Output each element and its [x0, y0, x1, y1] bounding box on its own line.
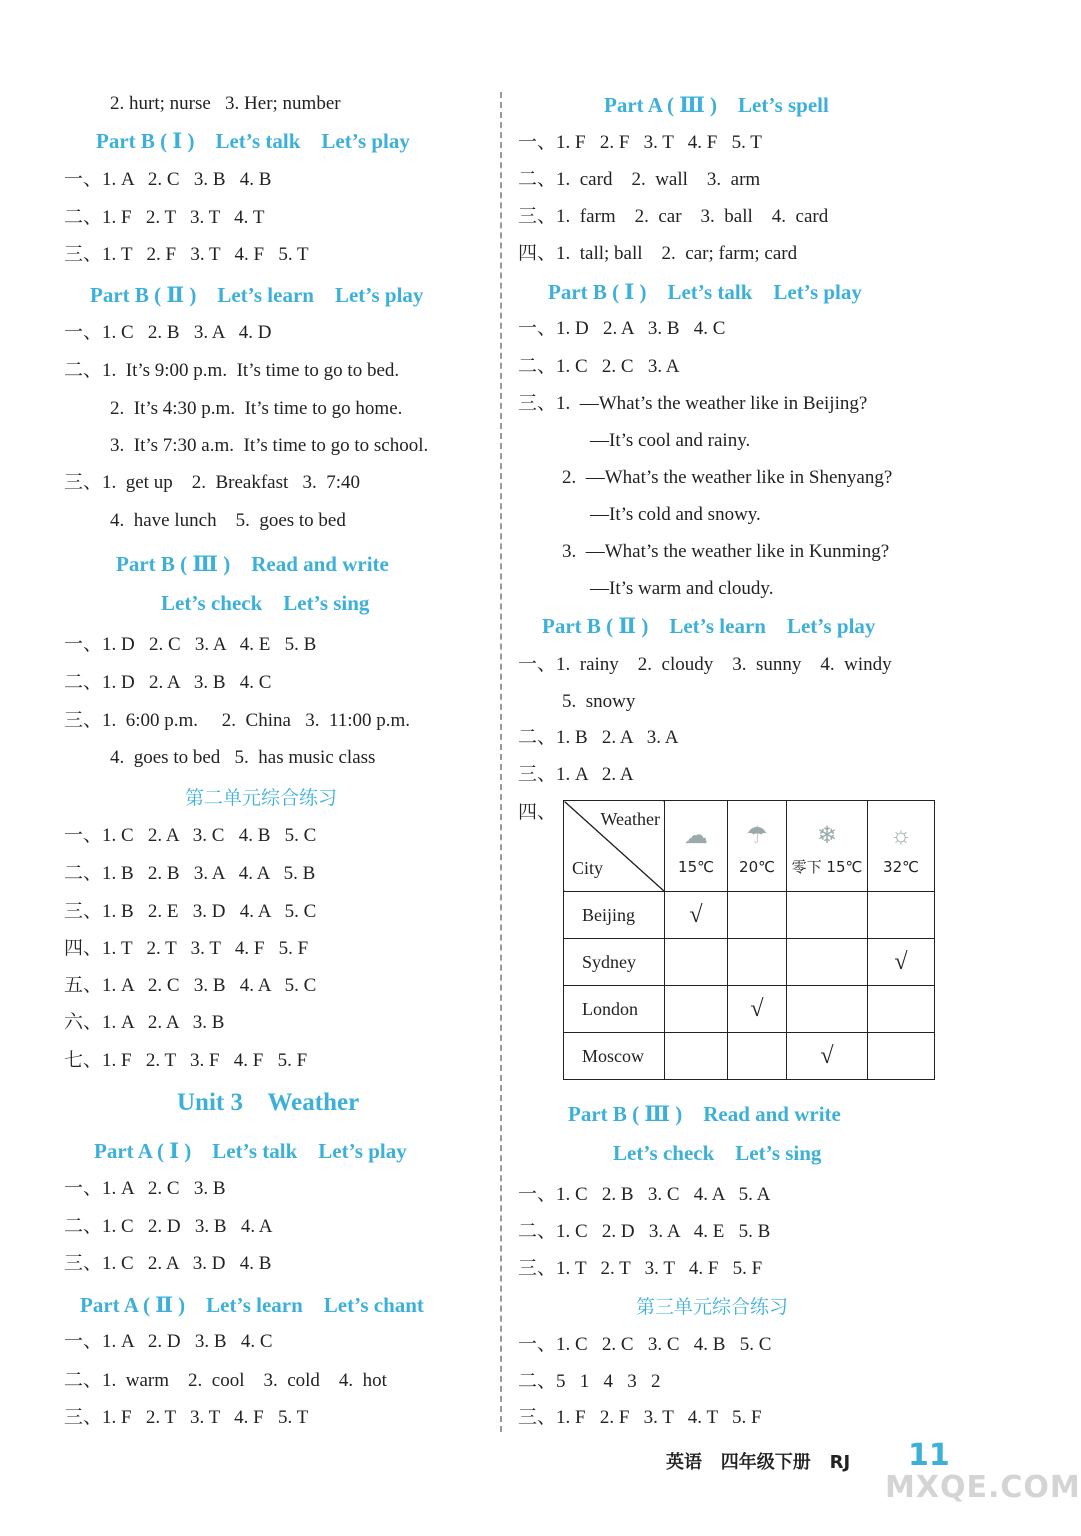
section-heading: Part B ( Ⅱ ) Let’s learn Let’s play — [90, 283, 424, 307]
snow-cloud-icon: ❄ — [816, 822, 838, 849]
table-row — [564, 892, 935, 939]
answer-line: 三、1. T 2. F 3. T 4. F 5. T — [64, 244, 309, 265]
check-cell — [665, 986, 728, 1033]
watermark: MXQE.COM — [885, 1470, 1081, 1505]
city-cell: London — [564, 986, 665, 1033]
answer-line: 4. goes to bed 5. has music class — [110, 747, 376, 768]
section-heading: Let’s check Let’s sing — [613, 1141, 822, 1165]
weather-header: Weather — [600, 809, 660, 829]
section-heading: Part B ( Ⅲ ) Read and write — [116, 552, 389, 576]
answer-line: 三、1. A 2. A — [518, 764, 634, 785]
table-row — [564, 986, 935, 1033]
answer-line: 四、1. tall; ball 2. car; farm; card — [518, 243, 798, 264]
answer-line: 三、1. B 2. E 3. D 4. A 5. C — [64, 901, 317, 922]
check-cell — [665, 939, 728, 986]
answer-line: 一、1. C 2. B 3. A 4. D — [64, 322, 272, 343]
rain-cloud-icon: ☂ — [746, 822, 768, 849]
column-divider — [500, 92, 502, 1432]
answer-line: 二、1. C 2. D 3. A 4. E 5. B — [518, 1221, 771, 1242]
temperature-label: 32℃ — [883, 857, 919, 876]
check-cell — [787, 892, 868, 939]
section-heading: 第三单元综合练习 — [636, 1296, 789, 1318]
answer-line: 三、1. 6:00 p.m. 2. China 3. 11:00 p.m. — [64, 710, 411, 731]
answer-line: 5. snowy — [562, 691, 636, 712]
section-heading: Part A ( Ⅱ ) Let’s learn Let’s chant — [80, 1293, 424, 1317]
answer-line: 三、1. T 2. T 3. T 4. F 5. F — [518, 1258, 763, 1279]
answer-line: 二、1. B 2. A 3. A — [518, 727, 679, 748]
answer-line: —It’s cold and snowy. — [590, 504, 761, 525]
section-heading: 第二单元综合练习 — [185, 787, 338, 809]
check-cell: √ — [665, 892, 728, 939]
answer-line: 2. It’s 4:30 p.m. It’s time to go home. — [110, 398, 403, 419]
answer-line: 四、1. T 2. T 3. T 4. F 5. F — [64, 938, 309, 959]
table-row — [564, 1033, 935, 1080]
check-cell: √ — [868, 939, 935, 986]
answer-line: —It’s warm and cloudy. — [590, 578, 774, 599]
temperature-label: 零下 15℃ — [791, 857, 863, 876]
answer-line: 二、1. warm 2. cool 3. cold 4. hot — [64, 1370, 387, 1391]
cloudy-sun-icon: ☁ — [684, 822, 708, 849]
answer-line: 一、1. F 2. F 3. T 4. F 5. T — [518, 132, 762, 153]
answer-line: 一、1. rainy 2. cloudy 3. sunny 4. windy — [518, 654, 892, 675]
answer-line: 2. —What’s the weather like in Shenyang? — [562, 467, 893, 488]
section-heading: Part A ( Ⅲ ) Let’s spell — [604, 93, 829, 117]
check-cell — [728, 939, 787, 986]
section-heading: Part B ( Ⅰ ) Let’s talk Let’s play — [548, 280, 862, 304]
table-corner-header — [564, 801, 665, 892]
section-heading: Let’s check Let’s sing — [161, 591, 370, 615]
section-heading: Part B ( Ⅱ ) Let’s learn Let’s play — [542, 614, 876, 638]
city-cell: Beijing — [564, 892, 665, 939]
check-cell — [868, 892, 935, 939]
answer-line: 3. —What’s the weather like in Kunming? — [562, 541, 890, 562]
section-heading: Part A ( Ⅰ ) Let’s talk Let’s play — [94, 1139, 407, 1163]
answer-line: 一、1. A 2. D 3. B 4. C — [64, 1331, 273, 1352]
answer-line: 五、1. A 2. C 3. B 4. A 5. C — [64, 975, 317, 996]
answer-line: 二、1. D 2. A 3. B 4. C — [64, 672, 272, 693]
answer-line: 一、1. A 2. C 3. B 4. B — [64, 169, 272, 190]
check-cell: √ — [728, 986, 787, 1033]
sun-icon: ☼ — [890, 822, 912, 849]
city-header: City — [572, 858, 604, 878]
weather-column-rainy — [728, 801, 787, 892]
answer-line: 一、1. A 2. C 3. B — [64, 1178, 226, 1199]
answer-line: 一、1. C 2. B 3. C 4. A 5. A — [518, 1184, 771, 1205]
answer-line: 3. It’s 7:30 a.m. It’s time to go to school. — [110, 435, 429, 456]
check-cell — [787, 986, 868, 1033]
answer-line: 4. have lunch 5. goes to bed — [110, 510, 346, 531]
temperature-label: 15℃ — [678, 857, 714, 876]
answer-line: 三、1. F 2. T 3. T 4. F 5. T — [64, 1407, 309, 1428]
footer-label: 英语 四年级下册 RJ — [666, 1452, 851, 1473]
section-heading: Part B ( Ⅰ ) Let’s talk Let’s play — [96, 129, 410, 153]
page-number: 11 — [908, 1438, 950, 1473]
city-cell: Sydney — [564, 939, 665, 986]
check-cell — [787, 939, 868, 986]
answer-line: 七、1. F 2. T 3. F 4. F 5. F — [64, 1050, 308, 1071]
answer-line: 二、1. B 2. B 3. A 4. A 5. B — [64, 863, 316, 884]
answer-line: 三、1. get up 2. Breakfast 3. 7:40 — [64, 472, 361, 493]
answer-line: 二、1. It’s 9:00 p.m. It’s time to go to bed. — [64, 360, 400, 381]
section-heading: Part B ( Ⅲ ) Read and write — [568, 1102, 841, 1126]
check-cell: √ — [787, 1033, 868, 1080]
weather-table — [563, 800, 935, 1080]
check-cell — [868, 986, 935, 1033]
temperature-label: 20℃ — [739, 857, 775, 876]
answer-line: 三、1. F 2. F 3. T 4. T 5. F — [518, 1407, 762, 1428]
city-cell: Moscow — [564, 1033, 665, 1080]
weather-column-cloudy — [665, 801, 728, 892]
unit-title: Unit 3 Weather — [177, 1089, 360, 1116]
answer-line: 一、1. D 2. A 3. B 4. C — [518, 318, 726, 339]
answer-line: 二、1. F 2. T 3. T 4. T — [64, 207, 265, 228]
table-row — [564, 939, 935, 986]
answer-line: 一、1. D 2. C 3. A 4. E 5. B — [64, 634, 317, 655]
answer-line: 二、1. C 2. D 3. B 4. A — [64, 1216, 273, 1237]
answer-line: 四、 — [518, 802, 557, 823]
answer-line: 二、1. card 2. wall 3. arm — [518, 169, 761, 190]
weather-column-snowy — [787, 801, 868, 892]
check-cell — [868, 1033, 935, 1080]
answer-line: 三、1. C 2. A 3. D 4. B — [64, 1253, 272, 1274]
check-cell — [728, 892, 787, 939]
check-cell — [728, 1033, 787, 1080]
weather-column-sunny — [868, 801, 935, 892]
answer-line: 二、5 1 4 3 2 — [518, 1371, 661, 1392]
answer-line: 三、1. farm 2. car 3. ball 4. card — [518, 206, 829, 227]
answer-line: 2. hurt; nurse 3. Her; number — [110, 93, 341, 114]
answer-line: 三、1. —What’s the weather like in Beijing? — [518, 393, 868, 414]
answer-line: 一、1. C 2. C 3. C 4. B 5. C — [518, 1334, 772, 1355]
answer-line: 六、1. A 2. A 3. B — [64, 1012, 225, 1033]
answer-line: 二、1. C 2. C 3. A — [518, 356, 680, 377]
check-cell — [665, 1033, 728, 1080]
answer-line: —It’s cool and rainy. — [590, 430, 751, 451]
answer-line: 一、1. C 2. A 3. C 4. B 5. C — [64, 825, 317, 846]
